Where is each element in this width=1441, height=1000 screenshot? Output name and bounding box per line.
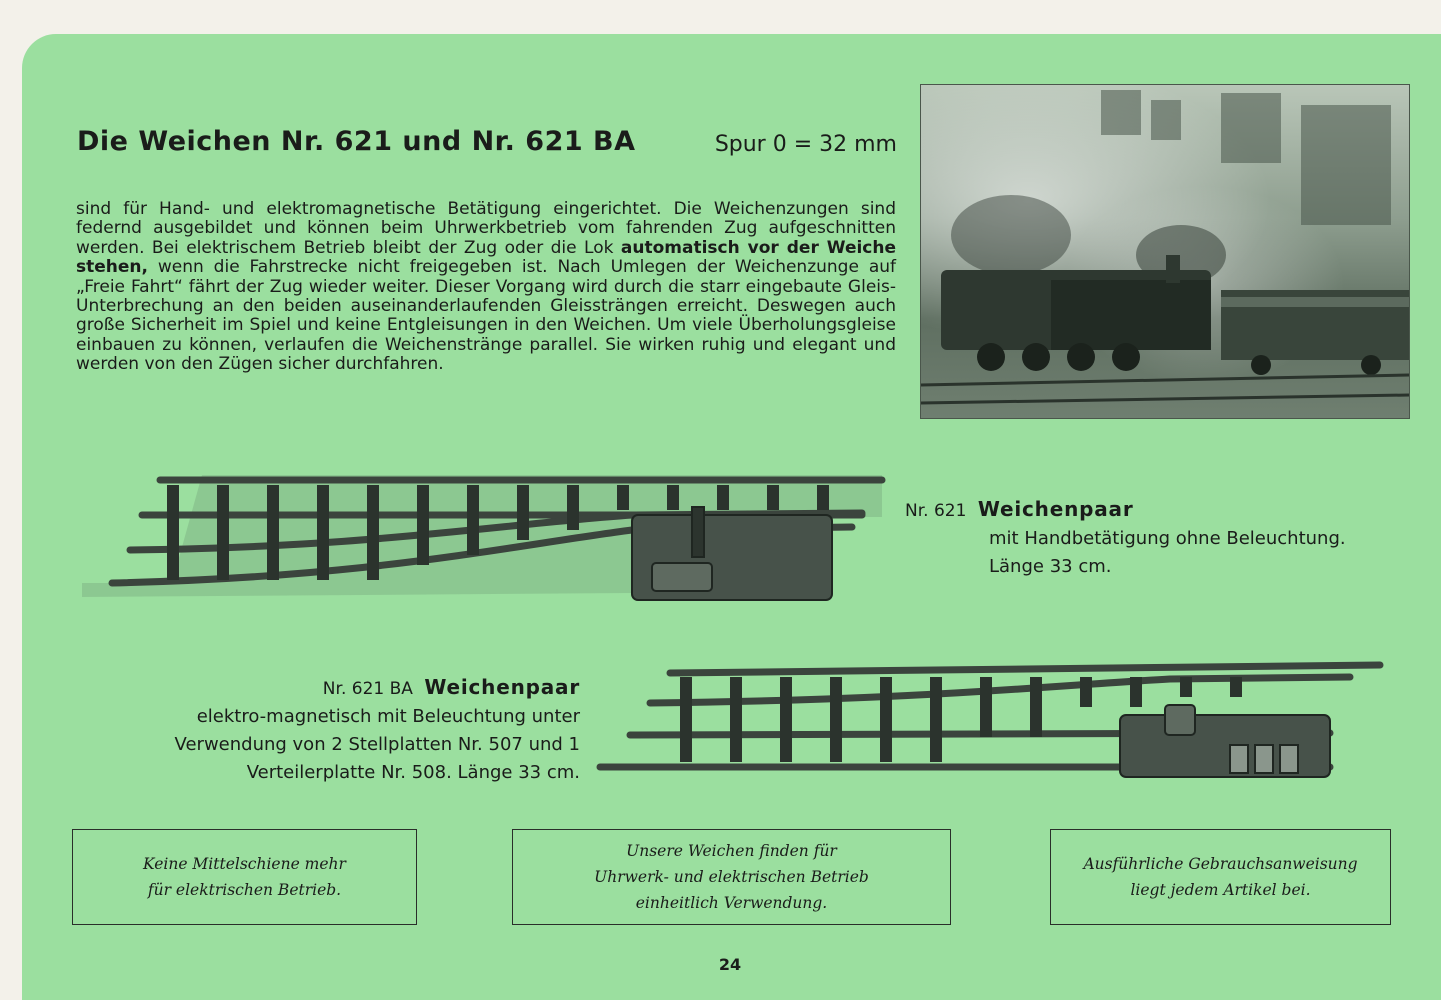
intro-text-1: sind für Hand- und elektromagnetische Betätigung eingerichtet. Die Weichenzungen sind federnd ausgebildet und können beim Uhrwerkbetrieb vom fahrenden Zug aufgeschnitten werden. Bei elektrischem Betrieb bleibt der Zug oder die Lok (76, 199, 896, 258)
product-621ba-caption (134, 673, 580, 787)
note-line: für elektrischen Betrieb. (147, 881, 342, 899)
note-line: Unsere Weichen finden für (626, 842, 837, 860)
intro-paragraph (76, 200, 896, 375)
gauge-label: Spur 0 = 32 mm (714, 132, 897, 157)
product-name: Weichenpaar (977, 497, 1134, 521)
product-number: Nr. 621 (905, 501, 967, 521)
note-line: Ausführliche Gebrauchsanweisung (1083, 855, 1358, 873)
page-number: 24 (718, 955, 742, 974)
note-box-instructions (1050, 829, 1391, 925)
heading (77, 126, 897, 166)
note-line: einheitlich Verwendung. (635, 894, 828, 912)
intro-bold-text: automatisch vor der Weiche stehen, (76, 237, 897, 278)
note-line: Uhrwerk- und elektrischen Betrieb (594, 868, 869, 886)
note-box-middle-rail (72, 829, 417, 925)
product-name: Weichenpaar (424, 675, 580, 699)
intro-text-2: wenn die Fahrstrecke nicht freigegeben ist. Nach Umlegen der Weichenzunge auf „Freie Fahrt“ fährt der Zug wieder weiter. Dieser Vorgang wird durch die starr eingebaute Gleis-Unterbrechung an den beiden auseinanderlaufenden Gleissträngen erreicht. Deswegen auch große Sicherheit im Spiel und keine Entgleisungen in den Weichen. Um viele Überholungsgleise einbauen zu können, verlaufen die Weichenstränge parallel. Sie wirken ruhig und elegant und werden von den Zügen sicher durchfahren. (76, 257, 896, 375)
product-number: Nr. 621 BA (322, 679, 413, 699)
turnout-621ba-drawing (590, 655, 1390, 805)
product-description: elektro-magnetisch mit Beleuchtung unter Verwendung von 2 Stellplatten Nr. 507 und 1 Verteilerplatte Nr. 508. Länge 33 cm. (174, 706, 580, 783)
note-line: liegt jedem Artikel bei. (1130, 881, 1311, 899)
page-title: Die Weichen Nr. 621 und Nr. 621 BA (77, 126, 636, 157)
product-description: mit Handbetätigung ohne Beleuchtung. Länge 33 cm. (989, 528, 1346, 577)
product-621-caption (905, 495, 1355, 581)
locomotive-illustration (920, 84, 1410, 419)
turnout-621-drawing (72, 455, 972, 605)
note-box-usage (512, 829, 951, 925)
locomotive-drawing (921, 85, 1409, 418)
note-line: Keine Mittelschiene mehr (143, 855, 346, 873)
